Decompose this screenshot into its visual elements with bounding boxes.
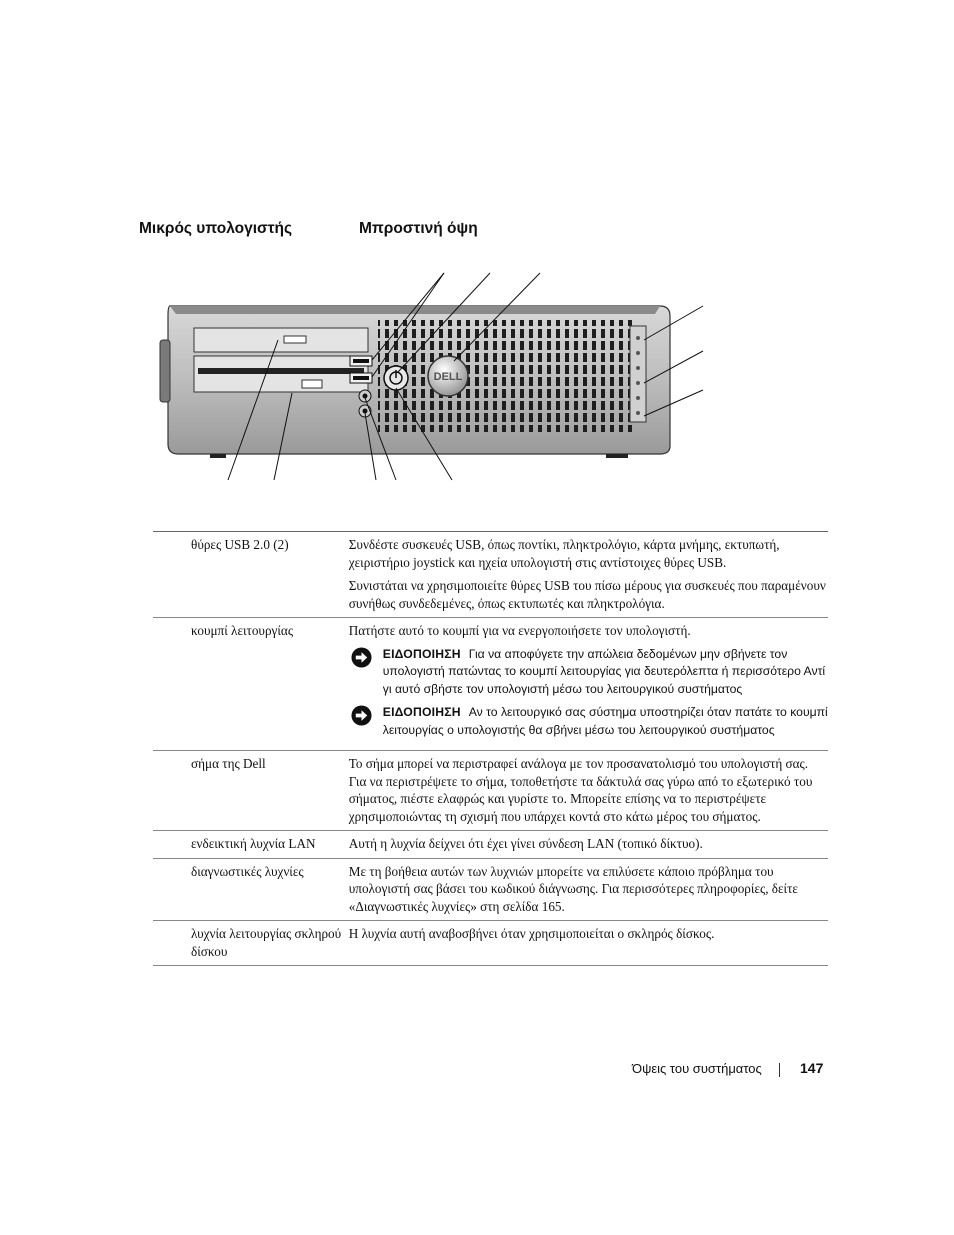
feature-description	[349, 534, 828, 612]
feature-name: θύρες USB 2.0 (2)	[191, 537, 289, 552]
footer-separator	[779, 1063, 780, 1077]
table-row	[153, 921, 828, 966]
page-number: 147	[800, 1060, 824, 1076]
table-row	[153, 859, 828, 922]
power-button	[384, 366, 408, 390]
notice	[349, 704, 828, 739]
section-heading: Μικρός υπολογιστής	[139, 220, 293, 237]
optical-drive	[194, 328, 368, 352]
notice-heading: ΕΙΔΟΠΟΙΗΣΗ	[382, 705, 461, 719]
feature-description	[349, 923, 828, 960]
table-row	[153, 532, 828, 618]
table-row	[153, 751, 828, 831]
feature-description	[349, 833, 828, 853]
notice-arrow-icon	[351, 705, 372, 726]
description-paragraph: Συνιστάται να χρησιμοποιείτε θύρες USB του πίσω μέρους για συσκευές που παραμένουν συνήθως συνδεδεμένες, όπως εκτυπωτές και πληκτρολόγια.	[348, 578, 826, 611]
feature-name: σήμα της Dell	[191, 756, 266, 771]
notice-heading: ΕΙΔΟΠΟΙΗΣΗ	[382, 646, 461, 661]
status-light-panel	[630, 326, 646, 422]
description-paragraph: Με τη βοήθεια αυτών των λυχνιών μπορείτε να επιλύσετε κάποιο πρόβλημα του υπολογιστή σας βάσει του κωδικού διάγνωσης. Για περισσότερες πληροφορίες, δείτε «Διαγνωστικές λυχνίες» στη σελίδα 165.	[348, 863, 798, 914]
description-paragraph: Το σήμα μπορεί να περιστραφεί ανάλογα με τον προσανατολισμό του υπολογιστή σας. Για να περιστρέψετε το σήμα, τοποθετήστε τα δάκτυλά σας γύρω από το εξωτερικό του σήματος, πιέστε ελαφρώς και γυρίστε το. Μπορείτε επίσης να το περιστρέψετε χρησιμοποιώντας τη σχισμή που υπάρχει κοντά στο κάτω μέρος του σήματος.	[348, 756, 813, 824]
description-paragraph: Πατήστε αυτό το κουμπί για να ενεργοποιήσετε τον υπολογιστή.	[348, 623, 691, 638]
description-paragraph: Συνδέστε συσκευές USB, όπως ποντίκι, πληκτρολόγιο, κάρτα μνήμης, εκτυπωτή, χειριστήριο joystick και ηχεία υπολογιστή στις αντίστοιχες θύρες USB.	[348, 537, 780, 570]
feature-description	[349, 620, 828, 745]
feature-name: ενδεικτική λυχνία LAN	[191, 836, 316, 851]
table-row	[153, 618, 828, 751]
notice-arrow-icon	[351, 647, 372, 668]
dell-logo-text: DELL	[433, 371, 463, 383]
notice-text: Αν το λειτουργικό σας σύστημα υποστηρίζει όταν πατάτε το κουμπί λειτουργίας ο υπολογιστής θα σβήνει μέσω του λειτουργικού συστήματος	[382, 705, 828, 737]
computer-front-view-illustration	[150, 268, 710, 488]
feature-name: κουμπί λειτουργίας	[191, 623, 294, 638]
feature-description	[349, 753, 828, 825]
view-heading: Μπροστινή όψη	[359, 220, 478, 237]
notice	[349, 646, 828, 699]
feature-description	[349, 861, 828, 916]
description-paragraph: Η λυχνία αυτή αναβοσβήνει όταν χρησιμοποιείται ο σκληρός δίσκος.	[348, 926, 715, 941]
feature-name: λυχνία λειτουργίας σκληρού δίσκου	[191, 926, 342, 959]
feature-name: διαγνωστικές λυχνίες	[191, 863, 304, 879]
vent-grille	[378, 320, 632, 432]
dell-logo-badge	[428, 356, 468, 396]
description-paragraph: Αυτή η λυχνία δείχνει ότι έχει γίνει σύνδεση LAN (τοπικό δίκτυο).	[348, 836, 703, 851]
notice-text: Για να αποφύγετε την απώλεια δεδομένων μην σβήνετε τον υπολογιστή πατώντας το κουμπί λειτουργίας για δευτερόλεπτα ή περισσότερο Αντί γι αυτό σβήστε τον υπολογιστή μέσω του λειτουργικού συστήματος	[382, 646, 826, 696]
table-row	[153, 831, 828, 859]
footer-section-title: Όψεις του συστήματος	[632, 1061, 762, 1076]
feature-table	[153, 531, 828, 966]
floppy-drive	[194, 356, 368, 392]
